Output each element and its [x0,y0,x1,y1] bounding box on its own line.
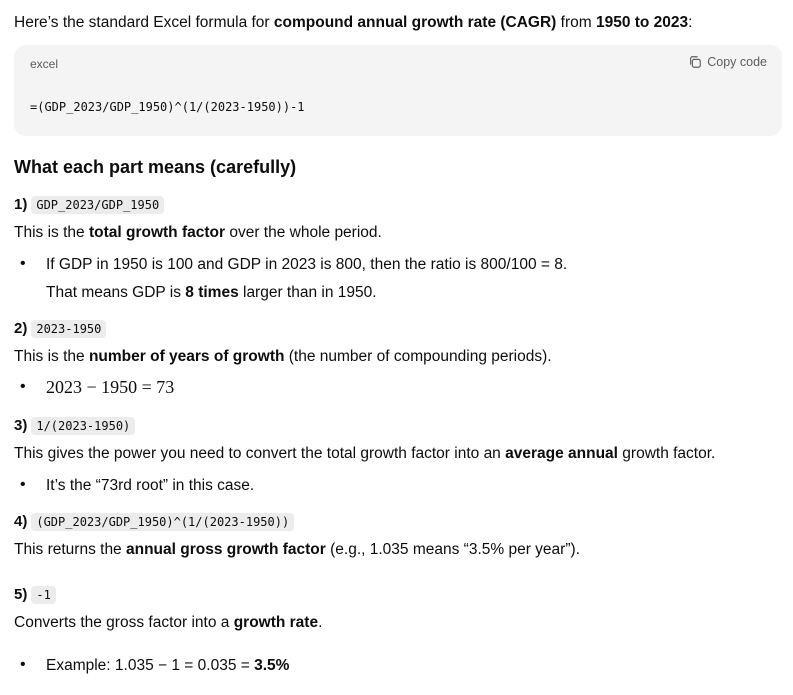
part-1-bullet-line2c: larger than in 1950. [238,284,377,301]
bullet-dot: • [20,656,26,673]
part-5-title [14,586,56,604]
part-1-bullet-line2 [46,284,377,302]
code-language-label: excel [30,57,59,71]
part-5-desc-a: Converts the gross factor into a [14,614,234,631]
bullet-dot: • [20,255,26,272]
part-1-desc-c: over the whole period. [225,224,382,241]
intro-text [14,14,692,32]
intro-bold-years: 1950 to 2023 [595,14,689,31]
bullet-dot: • [20,476,26,493]
part-5-bullet [46,657,289,675]
bullet-dot: • [20,378,26,395]
part-5-desc-c: . [318,614,323,631]
part-5-desc [14,614,322,632]
part-5-code: -1 [31,586,55,604]
part-1-bullet-line2a: That means GDP is [46,284,186,301]
code-block [14,45,782,136]
part-1-code: GDP_2023/GDP_1950 [31,196,164,214]
part-4-desc-c: (e.g., 1.035 means “3.5% per year”). [325,541,580,558]
part-3-code: 1/(2023-1950) [31,417,135,435]
part-4-desc-a: This returns the [14,541,126,558]
section-heading: What each part means (carefully) [14,157,297,177]
part-1-desc [14,224,382,242]
intro-suffix: : [688,14,693,31]
code-content: =(GDP_2023/GDP_1950)^(1/(2023-1950))-1 [30,100,305,114]
copy-code-label: Copy code [707,55,767,69]
part-2-number: 2) [14,320,28,337]
copy-code-button[interactable] [688,55,767,69]
part-5-bullet-bold: 3.5% [254,657,290,674]
part-3-desc-a: This gives the power you need to convert the total growth factor into an [14,445,506,462]
part-4-code: (GDP_2023/GDP_1950)^(1/(2023-1950)) [31,513,294,531]
part-1-desc-a: This is the [14,224,89,241]
part-1-number: 1) [14,196,28,213]
part-5-desc-bold: growth rate [233,614,319,631]
part-2-code: 2023-1950 [31,320,106,338]
intro-bold-cagr: compound annual growth rate (CAGR) [273,14,557,31]
part-1-bullet-bold: 8 times [185,284,239,301]
part-2-desc-c: (the number of compounding periods). [284,348,552,365]
part-1-desc-bold: total growth factor [88,224,226,241]
part-4-desc [14,541,580,559]
intro-prefix: Here’s the standard Excel formula for [14,14,274,31]
part-2-title [14,320,106,338]
part-3-desc-bold: average annual [505,445,618,462]
part-4-desc-bold: annual gross growth factor [126,541,326,558]
part-3-desc [14,445,715,463]
copy-icon [688,55,702,69]
part-2-math: 2023 − 1950 = 73 [46,377,175,397]
part-2-desc [14,348,552,366]
part-2-desc-a: This is the [14,348,89,365]
part-3-bullet: It’s the “73rd root” in this case. [46,477,255,494]
part-3-desc-c: growth factor. [617,445,716,462]
part-3-title [14,417,135,435]
part-1-bullet-line1: If GDP in 1950 is 100 and GDP in 2023 is 800, then the ratio is 800/100 = 8. [46,256,568,273]
part-1-title [14,196,164,214]
part-4-number: 4) [14,513,28,530]
part-3-number: 3) [14,417,28,434]
part-5-number: 5) [14,586,28,603]
part-2-desc-bold: number of years of growth [88,348,285,365]
part-4-title [14,513,294,531]
part-5-bullet-a: Example: 1.035 − 1 = 0.035 = [46,657,255,674]
intro-middle: from [556,14,596,31]
